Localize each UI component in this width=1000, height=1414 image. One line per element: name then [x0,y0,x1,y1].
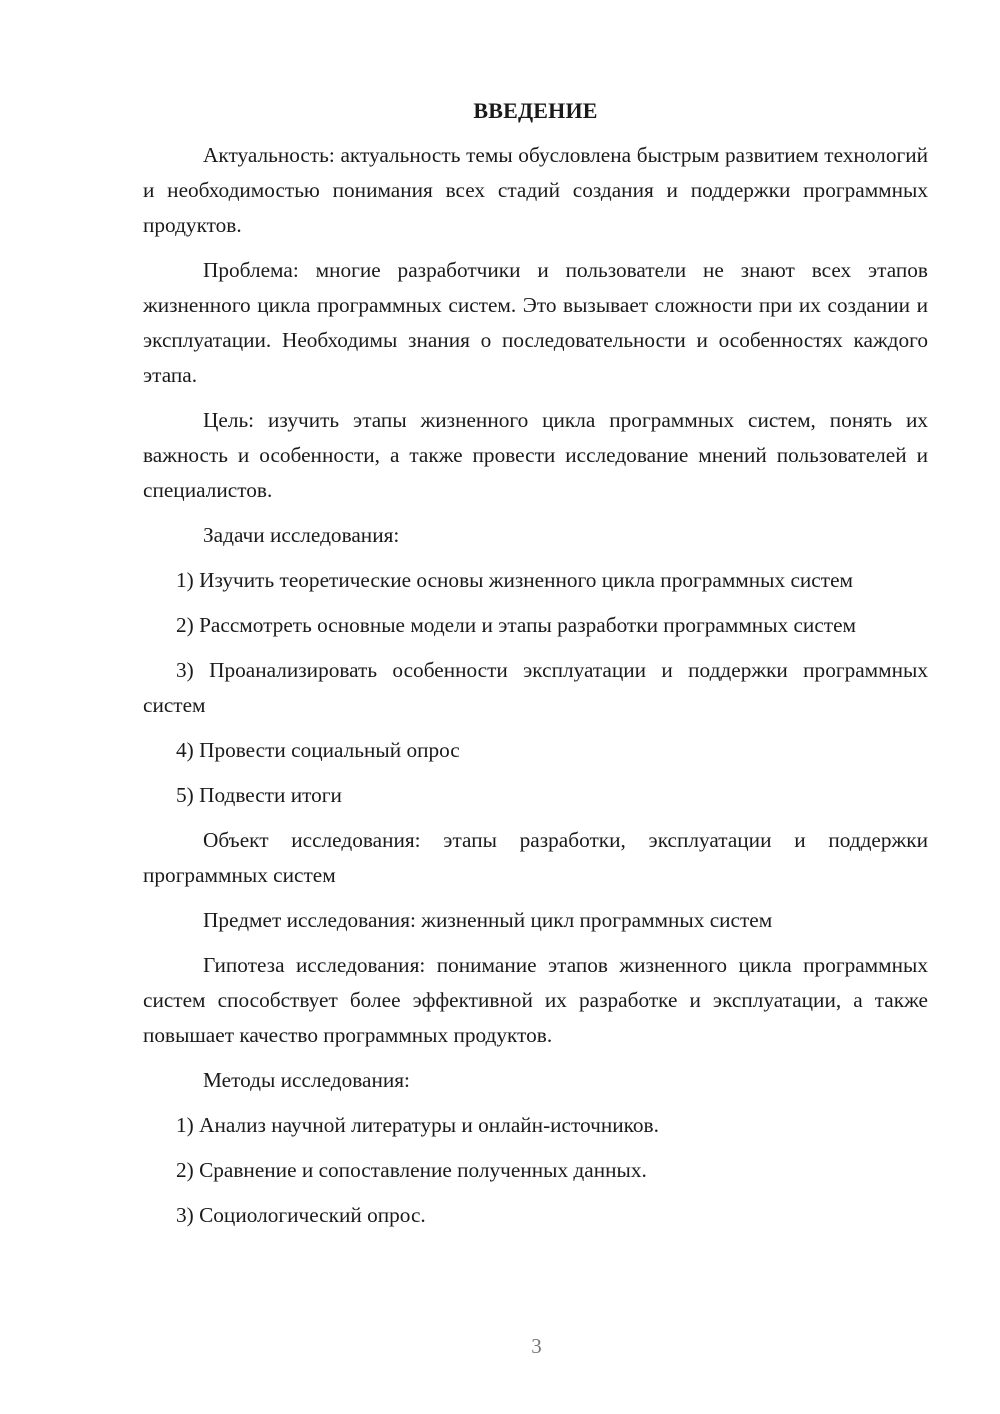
page-number: 3 [531,1334,542,1358]
method-item: 1) Анализ научной литературы и онлайн-источников. [176,1113,659,1137]
subject-paragraph: Предмет исследования: жизненный цикл программных систем [203,908,773,932]
task-item: 3) Проанализировать особенности эксплуатации и поддержки программных систем [143,658,928,717]
task-item: 2) Рассмотреть основные модели и этапы разработки программных систем [176,613,857,637]
method-item: 2) Сравнение и сопоставление полученных данных. [176,1158,647,1182]
tasks-heading: Задачи исследования: [203,523,400,547]
relevance-paragraph: Актуальность: актуальность темы обусловлена быстрым развитием технологий и необходимостью понимания всех стадий создания и поддержки программных продуктов. [143,143,928,237]
page-content [143,96,928,1233]
problem-paragraph: Проблема: многие разработчики и пользователи не знают всех этапов жизненного цикла программных систем. Это вызывает сложности при их создании и эксплуатации. Необходимы знания о последовательности и особенностях каждого этапа. [143,258,928,387]
method-item: 3) Социологический опрос. [176,1203,426,1227]
task-item: 1) Изучить теоретические основы жизненного цикла программных систем [176,568,853,592]
hypothesis-paragraph: Гипотеза исследования: понимание этапов жизненного цикла программных систем способствует более эффективной их разработке и эксплуатации, а также повышает качество программных продуктов. [143,953,928,1047]
methods-heading: Методы исследования: [203,1068,410,1092]
section-title: ВВЕДЕНИЕ [473,98,598,123]
task-item: 4) Провести социальный опрос [176,738,460,762]
goal-paragraph: Цель: изучить этапы жизненного цикла программных систем, понять их важность и особенности, а также провести исследование мнений пользователей и специалистов. [143,408,928,502]
task-item: 5) Подвести итоги [176,783,342,807]
object-paragraph: Объект исследования: этапы разработки, эксплуатации и поддержки программных систем [143,828,928,887]
